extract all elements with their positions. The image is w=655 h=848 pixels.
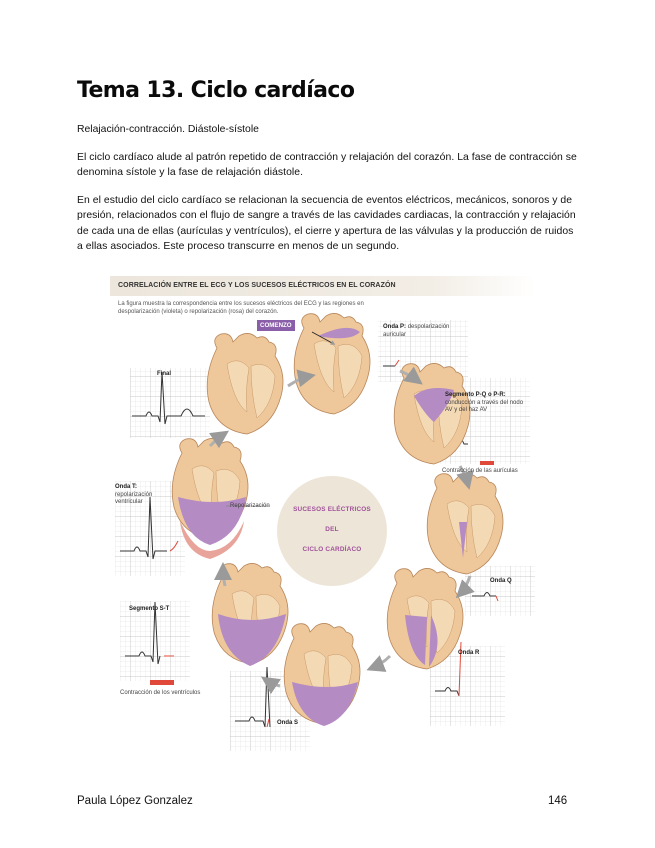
center-label-3: CICLO CARDÍACO — [302, 546, 362, 553]
section-subtitle: Relajación-contracción. Diástole-sístole — [77, 124, 259, 135]
figure-header: CORRELACIÓN ENTRE EL ECG Y LOS SUCESOS ELÉCTRICOS EN EL CORAZÓN — [110, 276, 535, 296]
ventricular-contraction-bar — [150, 680, 174, 685]
figure-intro: La figura muestra la correspondencia entre los sucesos eléctricos del ECG y las regiones en despolarización (violeta) o repolarización (rosa) del corazón. — [118, 301, 364, 315]
label-onda-q: Onda Q — [490, 578, 512, 584]
caption-atrial-contraction: Contracción de las aurículas — [442, 468, 518, 474]
page-title: Tema 13. Ciclo cardíaco — [77, 78, 355, 103]
ecg-correlation-figure — [110, 276, 535, 773]
atrial-contraction-bar — [480, 461, 494, 465]
label-repolarization: Repolarización — [230, 503, 270, 509]
center-label-1: SUCESOS ELÉCTRICOS — [293, 506, 371, 513]
label-segmento-pq: Segmento P-Q o P-R: conducción a través del nodo AV y del haz AV — [445, 392, 524, 413]
start-badge: COMENZO — [257, 320, 295, 331]
center-label-2: DEL — [325, 526, 339, 533]
label-onda-p: Onda P: despolarización auricular — [383, 324, 450, 338]
footer-author: Paula López Gonzalez — [77, 795, 193, 807]
footer-page-number: 146 — [548, 795, 568, 807]
caption-ventricular-contraction: Contracción de los ventrículos — [120, 690, 201, 696]
paragraph-detail: En el estudio del ciclo cardíaco se relacionan la secuencia de eventos eléctricos, mecánicos, sonoros y de presión, relacionados con el flujo de sangre a través de las cavidades cardiacas, la contracción y relajación de cada una de ellas (aurículas y ventrículos), el cierre y apertura de las válvulas y la producción de ruidos a ellas asociados. Este proceso transcurre en menos de un segundo. — [77, 195, 576, 253]
paragraph-intro: El ciclo cardíaco alude al patrón repetido de contracción y relajación del corazón. La fase de contracción se denomina sístole y la fase de relajación diástole. — [77, 152, 577, 179]
label-onda-t: Onda T: repolarización ventricular — [115, 484, 153, 505]
label-final: Final — [157, 371, 172, 377]
label-onda-r: Onda R — [458, 650, 480, 656]
label-onda-s: Onda S — [277, 720, 299, 726]
ecg-panel-final — [130, 368, 210, 438]
label-segmento-st: Segmento S-T — [129, 606, 170, 612]
ecg-panel-onda-q — [465, 566, 535, 616]
cycle-diagram-graphic — [110, 276, 535, 773]
